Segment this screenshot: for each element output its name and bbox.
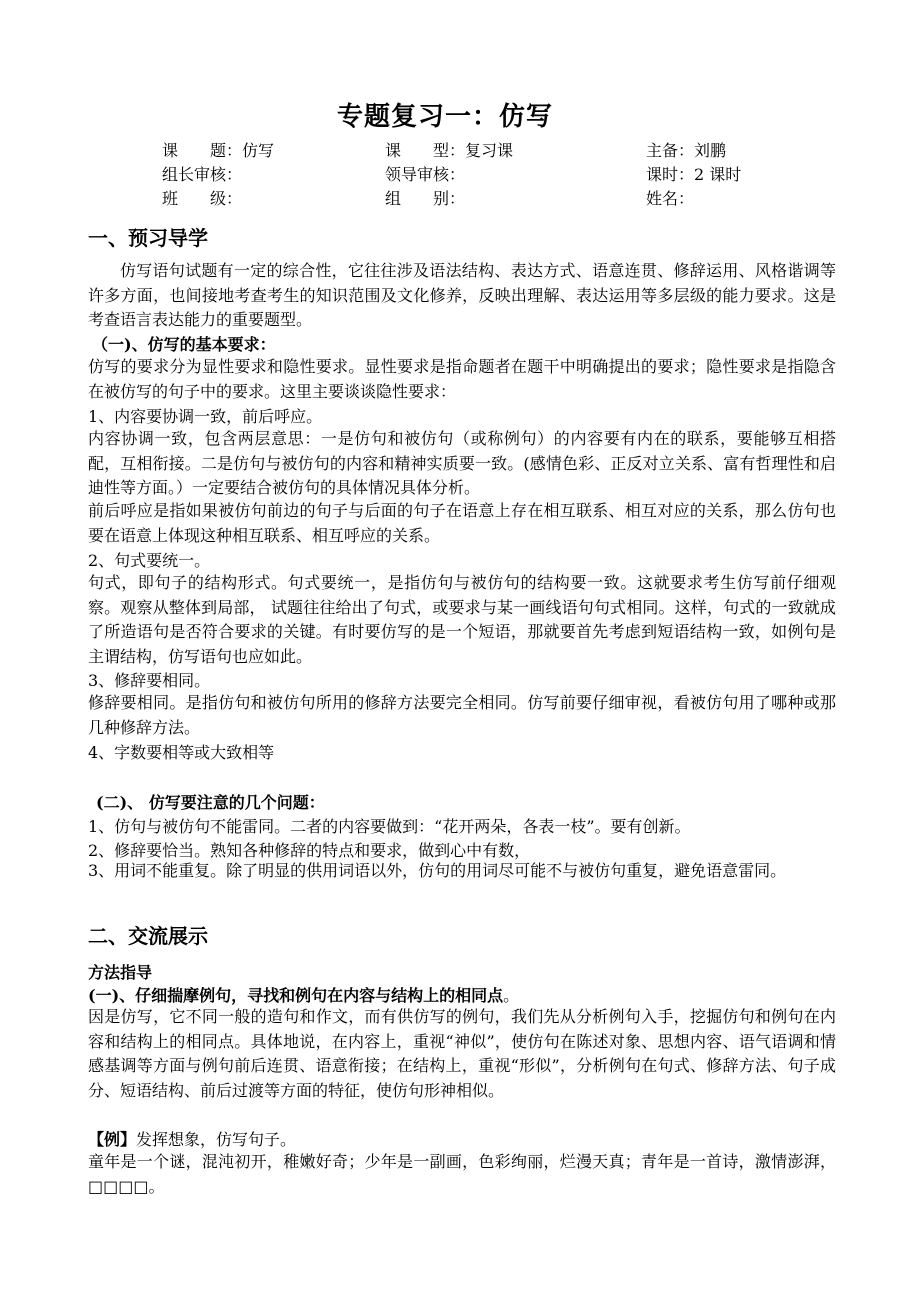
meta-periods: 课时：2 课时 (646, 165, 742, 184)
meta-class: 班 级： (162, 189, 243, 208)
note3: 3、用词不能重复。除了明显的供用词语以外，仿句的用词尽可能不与被仿句重复，避免语意雷同。 (88, 861, 787, 880)
method-heading: 方法指导 (88, 963, 153, 982)
item1-para2: 前后呼应是指如果被仿句前边的句子与后面的句子在语意上存在相互联系、相互对应的关系，那么仿句也要在语意上体现这种相互联系、相互呼应的关系。 (88, 501, 836, 545)
item2-para: 句式，即句子的结构形式。句式要统一，是指仿句与被仿句的结构要一致。这就要求考生仿写前仔细观察。观察从整体到局部， 试题往往给出了句式，或要求与某一画线语句句式相同。这样，句式的一致就成了所造语句是否符合要求的关键。有时要仿写的是一个短语，那就要首先考虑到短语结构一致，如例句是主谓结构，仿写语句也应如此。 (88, 573, 836, 666)
meta-group: 组 别： (385, 189, 466, 208)
meta-preparer: 主备：刘鹏 (646, 141, 727, 160)
point1-tail: 。 (503, 986, 520, 1005)
page-title: 专题复习一：仿写 (336, 102, 553, 132)
point1-heading: (一)、仔细揣摩例句，寻找和例句在内容与结构上的相同点 (88, 986, 504, 1005)
item3-title: 3、修辞要相同。 (88, 671, 211, 690)
meta-name: 姓名： (646, 189, 695, 208)
sub2-heading: (二)、 仿写要注意的几个问题： (96, 793, 325, 812)
point1-para: 因是仿写，它不同一般的造句和作文，而有供仿写的例句，我们先从分析例句入手，挖掘仿句和例句在内容和结构上的相同点。具体地说，在内容上，重视“神似”，使仿句在陈述对象、思想内容、语气语调和情感基调等方面与例句前后连贯、语意衔接；在结构上，重视“形似”，分析例句在句式、修辞方法、句子成分、短语结构、前后过渡等方面的特征，使仿句形神相似。 (88, 1007, 836, 1100)
section1-intro: 仿写语句试题有一定的综合性，它往往涉及语法结构、表达方式、语意连贯、修辞运用、风格谐调等许多方面，也间接地考查考生的知识范围及文化修养，反映出理解、表达运用等多层级的能力要求。这是考查语言表达能力的重要题型。 (88, 261, 836, 329)
requirements-para: 仿写的要求分为显性要求和隐性要求。显性要求是指命题者在题干中明确提出的要求；隐性要求是指隐含在被仿写的句子中的要求。这里主要谈谈隐性要求： (88, 357, 836, 401)
item4-title: 4、字数要相等或大致相等 (88, 743, 275, 762)
example-prompt: 发挥想象，仿写句子。 (136, 1130, 297, 1149)
point1-line (88, 983, 519, 1006)
item3-para: 修辞要相同。是指仿句和被仿句所用的修辞方法要完全相同。仿写前要仔细审视，看被仿句用了哪种或那几种修辞方法。 (88, 693, 836, 737)
example-line (88, 1127, 296, 1150)
note1: 1、仿句与被仿句不能雷同。二者的内容要做到：“花开两朵，各表一枝”。要有创新。 (88, 817, 691, 836)
meta-leader-review: 领导审核： (385, 165, 466, 184)
meta-lesson-type: 课 型：复习课 (385, 141, 514, 160)
section1-heading: 一、预习导学 (88, 226, 208, 250)
item1-para1: 内容协调一致，包含两层意思：一是仿句和被仿句（或称例句）的内容要有内在的联系，要能够互相搭配，互相衔接。二是仿句与被仿句的内容和精神实质要一致。(感情色彩、正反对立关系、富有哲理性和启迪性等方面。）一定要结合被仿句的具体情况具体分析。 (88, 429, 836, 497)
example-label: 【例】 (88, 1130, 137, 1149)
item1-title: 1、内容要协调一致，前后呼应。 (88, 407, 323, 426)
meta-group-review: 组长审核： (162, 165, 243, 184)
note2: 2、修辞要恰当。熟知各种修辞的特点和要求，做到心中有数， (88, 841, 531, 860)
meta-lesson-topic: 课 题：仿写 (162, 141, 275, 160)
example-text: 童年是一个谜，混沌初开，稚嫩好奇；少年是一副画，色彩绚丽，烂漫天真；青年是一首诗，激情澎湃，□□□□。 (88, 1152, 836, 1196)
section2-heading: 二、交流展示 (88, 924, 208, 948)
sub1-heading: （一)、仿写的基本要求： (92, 335, 276, 354)
item2-title: 2、句式要统一。 (88, 551, 211, 570)
